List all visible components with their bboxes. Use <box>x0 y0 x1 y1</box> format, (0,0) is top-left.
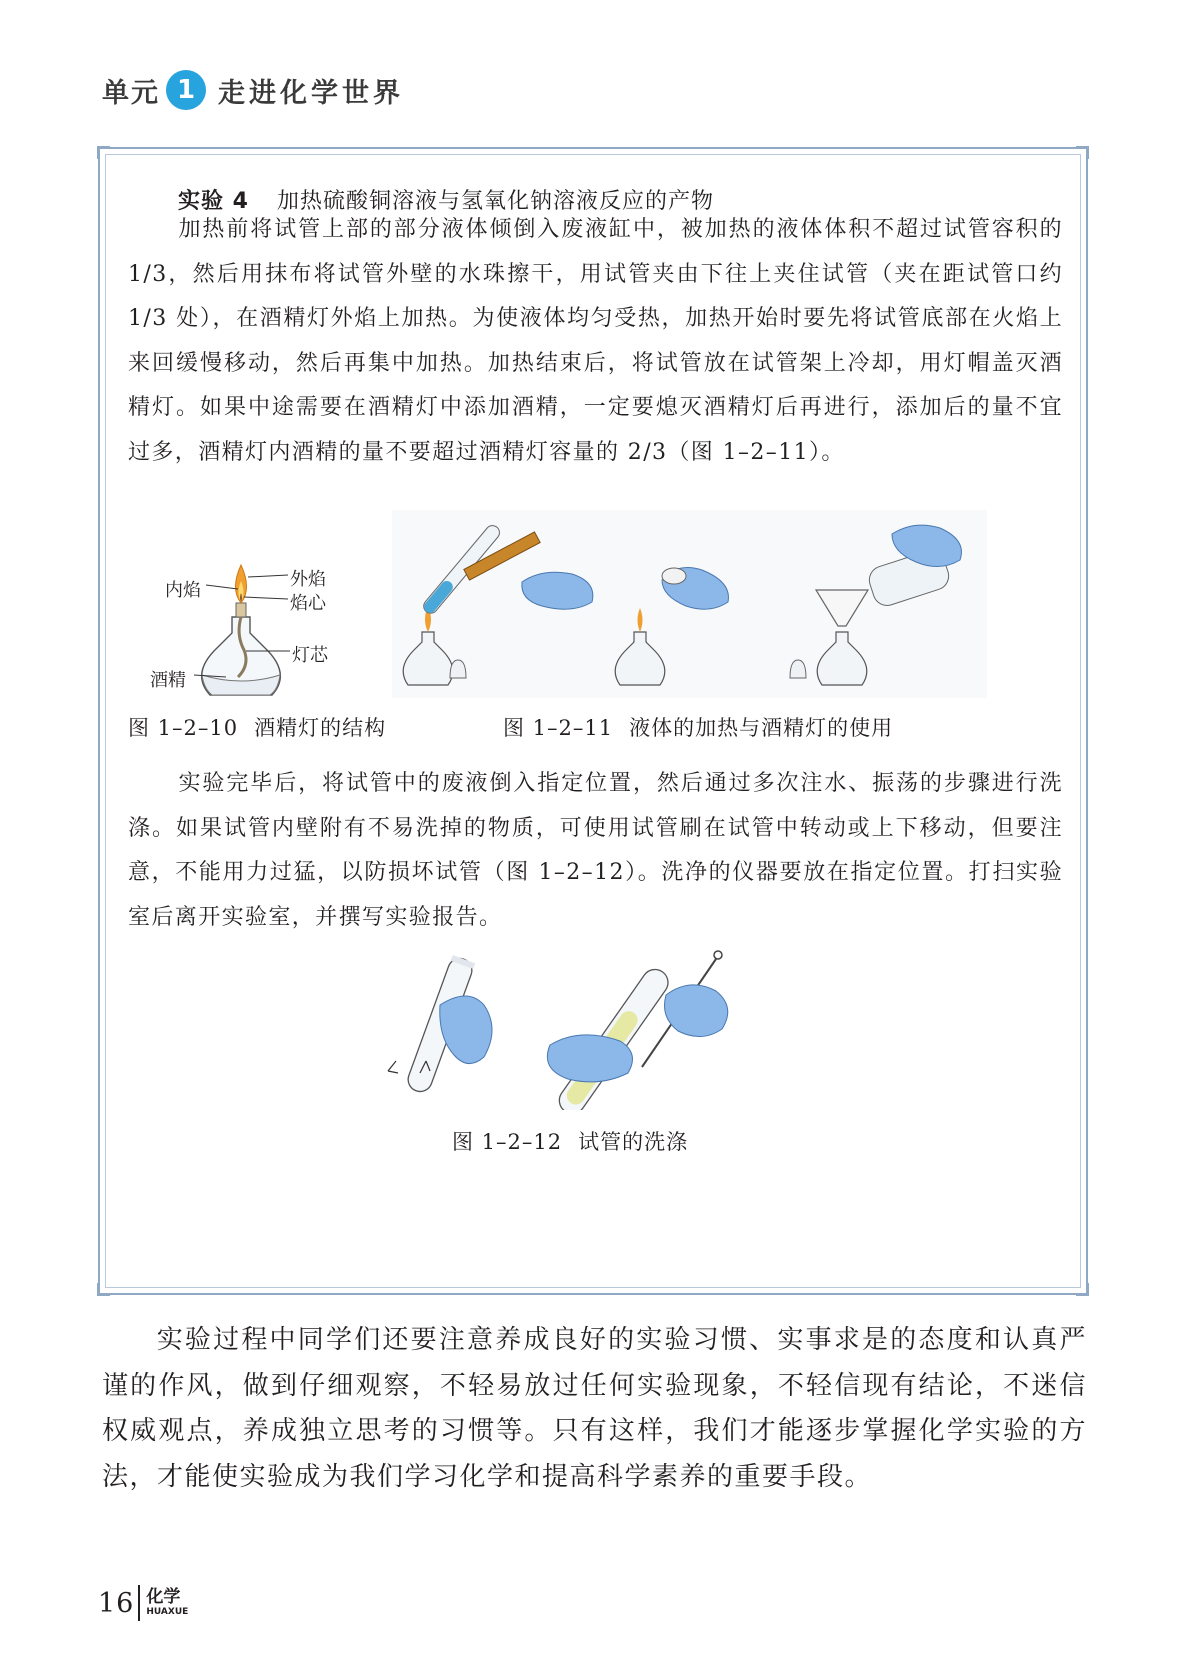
box-corner-ornament <box>1075 1282 1089 1296</box>
label-flame-core: 焰心 <box>290 593 326 614</box>
figure-1-2-12-caption: 图 1–2–12 试管的洗涤 <box>452 1130 689 1154</box>
experiment-paragraph-2: 实验完毕后，将试管中的废液倒入指定位置，然后通过多次注水、振荡的步骤进行洗涤。如果试管内壁附有不易洗掉的物质，可使用试管刷在试管中转动或上下移动，但要注意，不能用力过猛，以防损坏试管（图 1–2–12）。洗净的仪器要放在指定位置。打扫实验室后离开实验室，并撰写实验报告。 <box>128 771 1063 930</box>
test-tube-washing-figure <box>380 945 760 1110</box>
box-corner-ornament <box>97 146 111 160</box>
experiment-number: 实验 4 <box>178 189 249 214</box>
box-corner-ornament <box>1075 146 1089 160</box>
main-paragraph: 实验过程中同学们还要注意养成良好的实验习惯、实事求是的态度和认真严谨的作风，做到仔细观察，不轻易放过任何实验现象，不轻信现有结论，不迷信权威观点，养成独立思考的习惯等。只有这样，我们才能逐步掌握化学实验的方法，才能使实验成为我们学习化学和提高科学素养的重要手段。 <box>102 1325 1087 1492</box>
book-title-cn: 化学 <box>146 1587 181 1607</box>
label-alcohol: 酒精 <box>150 670 186 691</box>
page-number: 16 <box>98 1587 135 1619</box>
experiment-paragraph-1: 加热前将试管上部的部分液体倾倒入废液缸中，被加热的液体体积不超过试管容积的 1/3，然后用抹布将试管外壁的水珠擦干，用试管夹由下往上夹住试管（夹在距试管口约 1/3 处），在酒精灯外焰上加热。为使液体均匀受热，加热开始时要先将试管底部在火焰上来回缓慢移动，然后再集中加热。加热结束后，将试管放在试管架上冷却，用灯帽盖灭酒精灯。如果中途需要在酒精灯中添加酒精，一定要熄灭酒精灯后再进行，添加后的量不宜过多，酒精灯内酒精的量不要超过酒精灯容量的 2/3（图 1–2–11）。 <box>128 217 1063 465</box>
unit-header <box>102 66 404 114</box>
unit-title: 走进化学世界 <box>218 77 404 109</box>
label-inner-flame: 内焰 <box>165 580 201 601</box>
unit-number-badge: 1 <box>166 70 206 110</box>
page-footer <box>98 1585 188 1621</box>
footer-divider <box>138 1585 140 1621</box>
figure-1-2-11-caption: 图 1–2–11 液体的加热与酒精灯的使用 <box>503 716 894 740</box>
experiment-title: 加热硫酸铜溶液与氢氧化钠溶液反应的产物 <box>276 189 714 214</box>
box-corner-ornament <box>97 1282 111 1296</box>
unit-label: 单元 <box>102 77 160 109</box>
book-title <box>146 1589 188 1617</box>
label-outer-flame: 外焰 <box>290 569 326 590</box>
figure-1-2-10-caption: 图 1–2–10 酒精灯的结构 <box>128 716 387 740</box>
label-wick: 灯芯 <box>292 645 328 666</box>
heating-liquid-figure <box>392 510 992 700</box>
book-title-en: HUAXUE <box>146 1607 189 1617</box>
